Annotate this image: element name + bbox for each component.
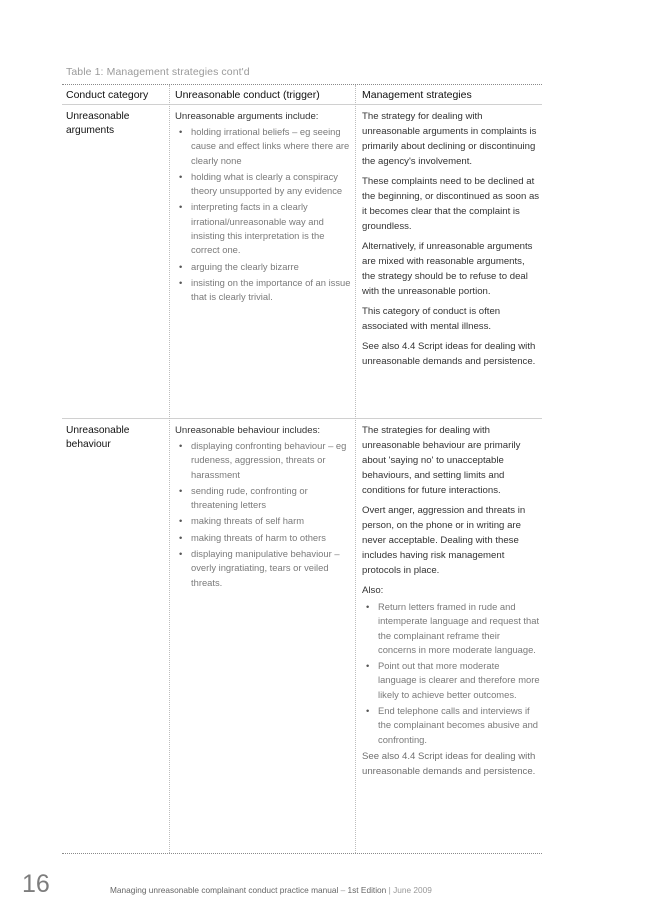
trigger-item: • sending rude, confronting or threatening letters: [175, 484, 351, 513]
row-strategies: [362, 109, 540, 374]
strategy-paragraph: The strategy for dealing with unreasonable arguments in complaints is primarily about declining or discontinuing the agency's involvement.: [362, 111, 537, 167]
row-triggers: [175, 109, 351, 307]
row-triggers: [175, 423, 351, 592]
trigger-item: • interpreting facts in a clearly irrational/unreasonable way and insisting this interpretation is the correct one.: [175, 200, 351, 257]
strategy-paragraph: This category of conduct is often associated with mental illness.: [362, 306, 501, 332]
trigger-item: • displaying confronting behaviour – eg rudeness, aggression, threats or harassment: [175, 439, 351, 482]
trigger-item: • arguing the clearly bizarre: [175, 260, 351, 274]
footer-date: June 2009: [393, 885, 432, 895]
footer-edition: 1st Edition: [347, 885, 387, 895]
strategy-paragraph: Overt anger, aggression and threats in person, on the phone or in writing are never acceptable. Dealing with these includes having risk management protocols in place.: [362, 505, 526, 576]
row-divider: [62, 418, 542, 419]
strategy-paragraph: These complaints need to be declined at the beginning, or discontinued as soon as it becomes clear that the complaint is groundless.: [362, 176, 540, 232]
header-bottom-rule: [62, 104, 542, 105]
strategy-bullet: • End telephone calls and interviews if the complainant becomes abusive and confronting.: [362, 704, 540, 747]
footer-title: Managing unreasonable complainant conduct practice manual: [110, 885, 339, 895]
trigger-item: • making threats of self harm: [175, 514, 351, 528]
footer-text: Managing unreasonable complainant conduct practice manual – 1st Edition | June 2009: [110, 885, 432, 895]
trigger-list: [175, 439, 351, 590]
strategy-paragraph: The strategies for dealing with unreasonable behaviour are primarily about 'saying no' to unacceptable behaviours, and setting limits and conditions for future interactions.: [362, 425, 521, 496]
trigger-item: • insisting on the importance of an issue that is clearly trivial.: [175, 276, 351, 305]
strategy-paragraph: Alternatively, if unreasonable arguments are mixed with reasonable arguments, the strategy should be to refuse to deal with the unreasonable portion.: [362, 241, 533, 297]
strategy-paragraph: Also:: [362, 585, 384, 596]
page-number: 16: [22, 870, 50, 898]
trigger-intro: Unreasonable behaviour includes:: [175, 425, 321, 436]
table-top-rule: [62, 84, 542, 85]
strategy-bullet-list: [362, 600, 540, 747]
footer-separator: |: [388, 885, 391, 895]
header-unreasonable-conduct: Unreasonable conduct (trigger): [175, 89, 320, 101]
row-category: Unreasonable arguments: [66, 111, 130, 136]
row-category: Unreasonable behaviour: [66, 425, 130, 450]
table-bottom-rule: [62, 853, 542, 854]
trigger-item: • holding irrational beliefs – eg seeing cause and effect links where there are clearly none: [175, 125, 351, 168]
strategy-bullet: • Return letters framed in rude and intemperate language and request that the complainant reframe their concerns in more moderate language.: [362, 600, 540, 657]
row-strategies: [362, 423, 540, 784]
column-divider-2: [355, 85, 356, 853]
trigger-item: • making threats of harm to others: [175, 531, 351, 545]
strategy-bullet: • Point out that more moderate language is clearer and therefore more likely to achieve better outcomes.: [362, 659, 540, 702]
trigger-item: • holding what is clearly a conspiracy theory unsupported by any evidence: [175, 170, 351, 199]
strategy-paragraph: See also 4.4 Script ideas for dealing with unreasonable demands and persistence.: [362, 341, 536, 367]
trigger-intro: Unreasonable arguments include:: [175, 111, 319, 122]
strategy-paragraph: See also 4.4 Script ideas for dealing with unreasonable demands and persistence.: [362, 750, 536, 777]
trigger-list: [175, 125, 351, 305]
column-divider-1: [169, 85, 170, 853]
header-management-strategies: Management strategies: [362, 89, 472, 101]
header-conduct-category: Conduct category: [66, 89, 149, 101]
trigger-item: • displaying manipulative behaviour – overly ingratiating, tears or veiled threats.: [175, 547, 351, 590]
table-caption: Table 1: Management strategies cont'd: [66, 66, 250, 78]
